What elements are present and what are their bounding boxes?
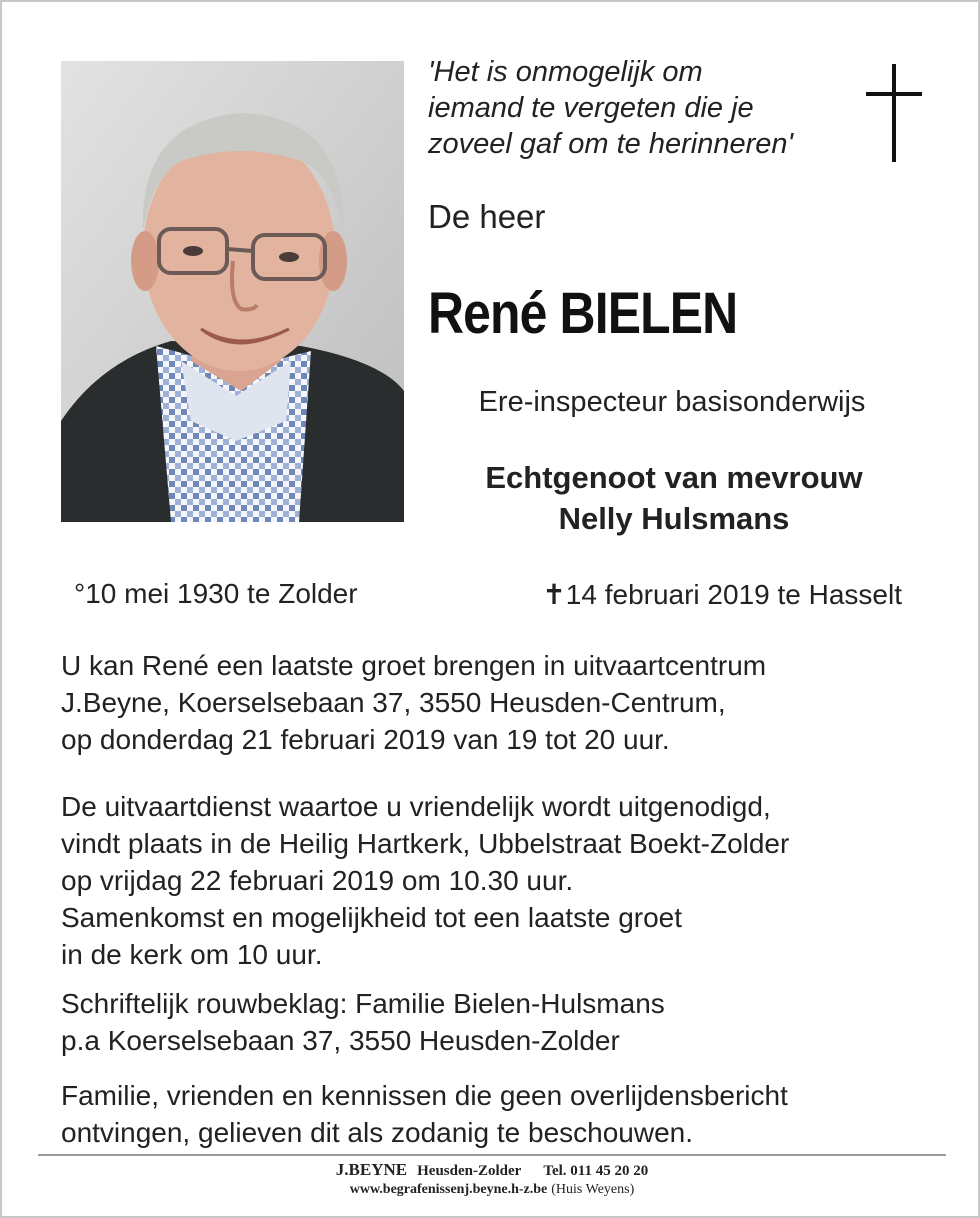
death-date: ✝14 februari 2019 te Hasselt — [542, 579, 902, 610]
deceased-title: Ere-inspecteur basisonderwijs — [478, 386, 866, 418]
funeral-home-footer — [2, 1160, 980, 1198]
memorial-quote — [428, 54, 848, 162]
deceased-name: René BIELEN — [428, 281, 738, 346]
paragraph-line: p.a Koerselsebaan 37, 3550 Heusden-Zolder — [61, 1025, 620, 1056]
honorific: De heer — [428, 198, 546, 235]
spouse-line — [402, 457, 946, 539]
condolences-paragraph — [61, 985, 941, 1059]
paragraph-line: De uitvaartdienst waartoe u vriendelijk wordt uitgenodigd, — [61, 791, 771, 822]
funeral-home-location: Heusden-Zolder — [417, 1163, 522, 1179]
paragraph-line: Schriftelijk rouwbeklag: Familie Bielen-Hulsmans — [61, 988, 665, 1019]
paragraph-line: U kan René een laatste groet brengen in uitvaartcentrum — [61, 650, 767, 681]
footer-divider — [38, 1154, 946, 1156]
quote-line: 'Het is onmogelijk om — [428, 56, 703, 88]
paragraph-line: op vrijdag 22 februari 2019 om 10.30 uur. — [61, 865, 574, 896]
cross-icon — [864, 64, 924, 162]
paragraph-line: op donderdag 21 februari 2019 van 19 tot 20 uur. — [61, 724, 670, 755]
paragraph-line: ontvingen, gelieven dit als zodanig te beschouwen. — [61, 1117, 693, 1148]
service-paragraph — [61, 788, 941, 973]
portrait-illustration — [61, 61, 404, 522]
quote-line: zoveel gaf om te herinneren' — [428, 128, 794, 160]
birth-date: °10 mei 1930 te Zolder — [74, 578, 358, 609]
spouse-name: Nelly Hulsmans — [558, 501, 790, 536]
funeral-home-name: J.BEYNE — [335, 1160, 408, 1179]
funeral-home-website[interactable]: www.begrafenissenj.beyne.h-z.be — [349, 1182, 548, 1197]
funeral-home-phone: Tel. 011 45 20 20 — [543, 1163, 649, 1179]
notice-paragraph — [61, 1077, 941, 1151]
quote-line: iemand te vergeten die je — [428, 92, 754, 124]
paragraph-line: J.Beyne, Koerselsebaan 37, 3550 Heusden-Centrum, — [61, 687, 726, 718]
portrait-photo — [61, 61, 404, 522]
funeral-home-note: (Huis Weyens) — [551, 1182, 635, 1197]
paragraph-line: in de kerk om 10 uur. — [61, 939, 323, 970]
visitation-paragraph — [61, 647, 941, 758]
paragraph-line: vindt plaats in de Heilig Hartkerk, Ubbelstraat Boekt-Zolder — [61, 828, 790, 859]
paragraph-line: Familie, vrienden en kennissen die geen overlijdensbericht — [61, 1080, 788, 1111]
paragraph-line: Samenkomst en mogelijkheid tot een laatste groet — [61, 902, 683, 933]
spouse-line-1: Echtgenoot van mevrouw — [485, 460, 863, 495]
